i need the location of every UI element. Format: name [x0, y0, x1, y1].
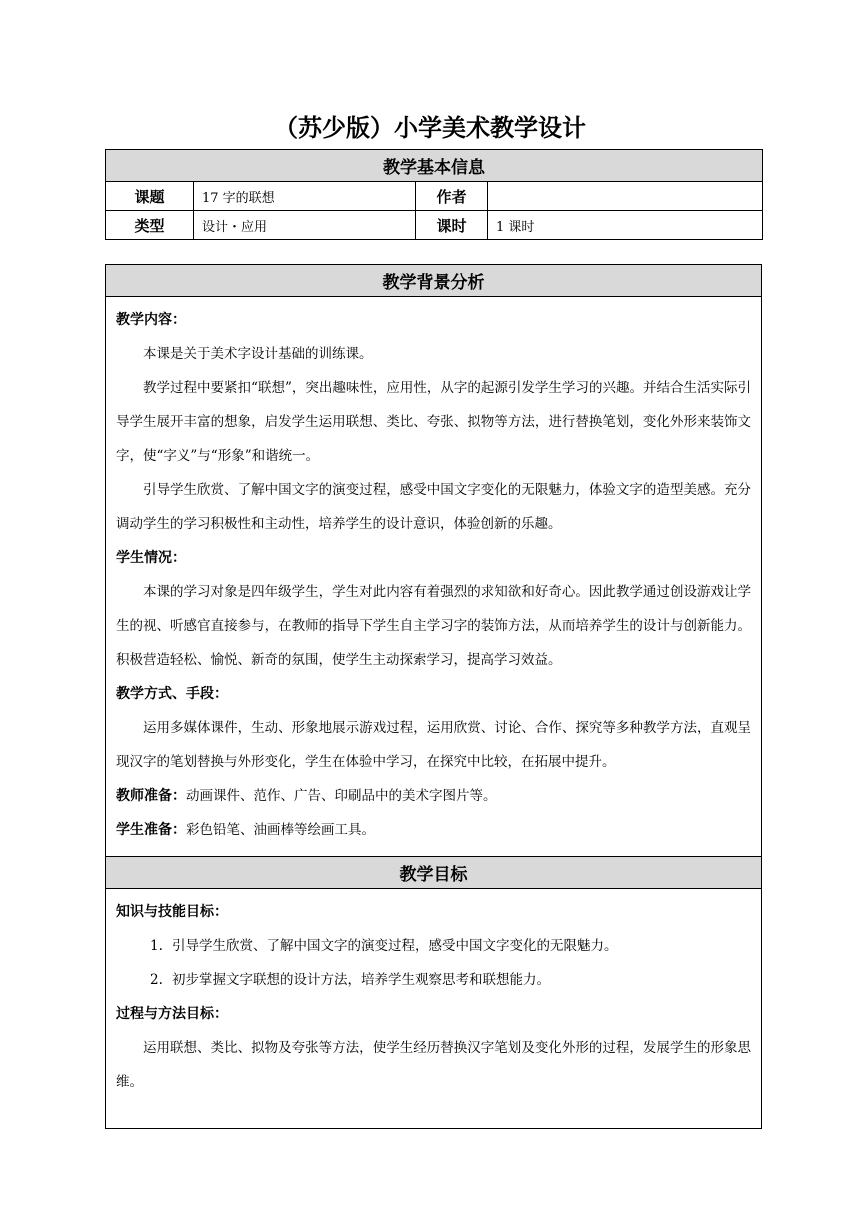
method-heading: 教学方式、手段： [116, 686, 228, 702]
content-para-2: 教学过程中要紧扣“联想”，突出趣味性，应用性，从字的起源引发学生学习的兴趣。并结合生活实际引导学生展开丰富的想象，启发学生运用联想、类比、夸张、拟物等方法，进行替换笔划，变化外形来装饰文字，使“字义”与“形象”和谐统一。 [116, 380, 751, 464]
knowledge-item-1-num: 1. [150, 938, 163, 954]
goals-header: 教学目标 [106, 857, 762, 889]
topic-label: 课题 [106, 182, 194, 211]
student-para: 本课的学习对象是四年级学生，学生对此内容有着强烈的求知欲和好奇心。因此教学通过创设游戏让学生的视、听感官直接参与，在教师的指导下学生自主学习字的装饰方法，从而培养学生的设计与创新能力。积极营造轻松、愉悦、新奇的氛围，使学生主动探索学习，提高学习效益。 [116, 584, 751, 668]
content-para-1: 本课是关于美术字设计基础的训练课。 [143, 346, 373, 362]
hours-value: 1 课时 [488, 211, 763, 240]
author-label: 作者 [416, 182, 488, 211]
background-table [105, 264, 762, 1129]
teacher-prep-label: 教师准备： [116, 788, 186, 804]
knowledge-item-2-text: 初步掌握文字联想的设计方法，培养学生观察思考和联想能力。 [172, 972, 550, 988]
knowledge-heading: 知识与技能目标： [116, 904, 228, 920]
student-prep-label: 学生准备： [116, 822, 186, 838]
hours-label: 课时 [416, 211, 488, 240]
method-para: 运用多媒体课件，生动、形象地展示游戏过程，运用欣赏、讨论、合作、探究等多种教学方法，直观呈现汉字的笔划替换与外形变化，学生在体验中学习，在探究中比较，在拓展中提升。 [116, 720, 751, 770]
process-heading: 过程与方法目标： [116, 1006, 228, 1022]
teacher-prep [116, 779, 751, 813]
topic-value: 17 字的联想 [194, 182, 416, 211]
knowledge-item-2-num: 2. [150, 972, 163, 988]
process-para: 运用联想、类比、拟物及夸张等方法，使学生经历替换汉字笔划及变化外形的过程，发展学生的形象思维。 [116, 1040, 751, 1090]
teacher-prep-text: 动画课件、范作、广告、印刷品中的美术字图片等。 [186, 788, 497, 804]
knowledge-item-1-text: 引导学生欣赏、了解中国文字的演变过程，感受中国文字变化的无限魅力。 [172, 938, 618, 954]
background-body [106, 297, 762, 857]
knowledge-item-2 [116, 963, 751, 997]
type-value: 设计・应用 [194, 211, 416, 240]
content-heading: 教学内容： [116, 312, 186, 328]
page-title: （苏少版）小学美术教学设计 [274, 114, 586, 142]
basic-info-header: 教学基本信息 [106, 150, 763, 182]
student-heading: 学生情况： [116, 550, 186, 566]
student-prep-text: 彩色铅笔、油画棒等绘画工具。 [186, 822, 375, 838]
knowledge-item-1 [116, 929, 751, 963]
basic-info-table [105, 149, 763, 240]
background-header: 教学背景分析 [106, 265, 762, 297]
author-value [488, 182, 763, 211]
goals-body [106, 889, 762, 1129]
type-label: 类型 [106, 211, 194, 240]
student-prep [116, 813, 751, 847]
content-para-3: 引导学生欣赏、了解中国文字的演变过程，感受中国文字变化的无限魅力，体验文字的造型美感。充分调动学生的学习积极性和主动性，培养学生的设计意识，体验创新的乐趣。 [116, 482, 751, 532]
